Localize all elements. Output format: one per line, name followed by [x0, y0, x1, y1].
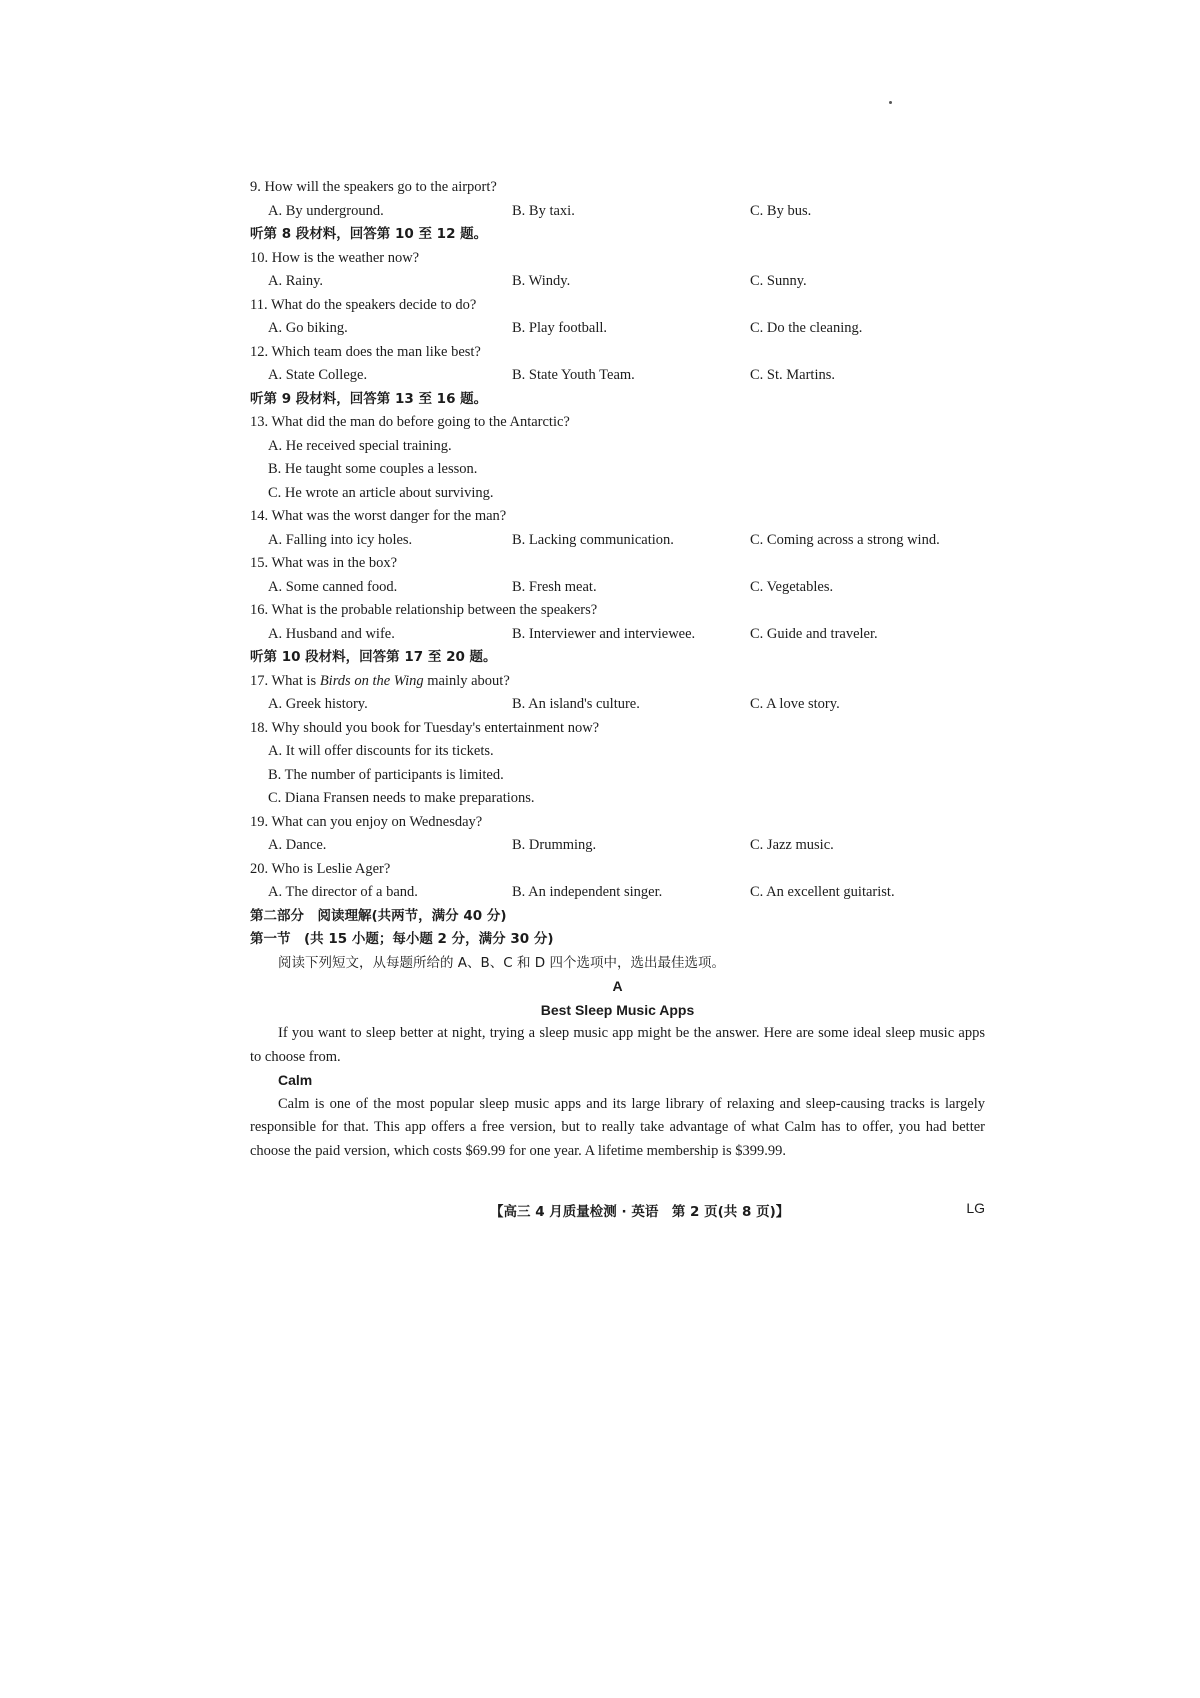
question-17-stem [250, 670, 985, 694]
option-c: C. By bus. [750, 202, 812, 219]
stem-title: Birds on the Wing [319, 672, 424, 689]
section-one-heading: 第一节 (共 15 小题；每小题 2 分，满分 30 分) [250, 931, 554, 947]
option-c: C. Jazz music. [750, 837, 834, 853]
question-17-options [250, 693, 985, 717]
question-16-stem: 16. What is the probable relationship between the speakers? [250, 602, 598, 618]
option-b: B. An island's culture. [512, 696, 640, 712]
option-b: B. Play football. [512, 320, 608, 336]
question-13-stem: 13. What did the man do before going to the Antarctic? [250, 414, 570, 430]
option-a: A. Greek history. [268, 696, 368, 712]
option-a: A. Dance. [268, 837, 327, 853]
footer-page-label: 【高三 4 月质量检测 · 英语 第 2 页(共 8 页)】 [490, 1204, 790, 1220]
option-c: C. St. Martins. [750, 367, 835, 383]
question-13-option-c: C. He wrote an article about surviving. [268, 484, 494, 501]
option-b: B. An independent singer. [512, 884, 663, 900]
question-14-stem: 14. What was the worst danger for the man? [250, 508, 507, 524]
instruction-section-9: 听第 9 段材料，回答第 13 至 16 题。 [250, 390, 488, 407]
option-a: A. Go biking. [268, 320, 348, 336]
question-15-stem: 15. What was in the box? [250, 555, 398, 571]
question-19-stem: 19. What can you enjoy on Wednesday? [250, 813, 483, 830]
option-b: B. State Youth Team. [512, 367, 635, 383]
passage-title: Best Sleep Music Apps [540, 1001, 695, 1018]
option-c: C. Vegetables. [750, 578, 834, 595]
option-a: A. By underground. [268, 202, 384, 219]
question-16-options [250, 623, 985, 647]
question-18-stem: 18. Why should you book for Tuesday's entertainment now? [250, 719, 600, 736]
option-b: B. By taxi. [512, 202, 575, 219]
option-b: B. Fresh meat. [512, 578, 597, 595]
stem-suffix: mainly about? [423, 672, 510, 689]
question-18-option-c: C. Diana Fransen needs to make preparations. [268, 790, 535, 806]
instruction-section-8: 听第 8 段材料，回答第 10 至 12 题。 [250, 226, 488, 242]
option-a: A. Husband and wife. [268, 625, 395, 642]
question-10-options [250, 270, 985, 294]
question-18-option-a: A. It will offer discounts for its tickets. [268, 743, 494, 759]
option-a: A. Some canned food. [268, 578, 398, 595]
question-18-option-b: B. The number of participants is limited. [268, 766, 504, 783]
page-footer [250, 1200, 985, 1224]
option-b: B. Windy. [512, 273, 571, 289]
reading-instruction: 阅读下列短文，从每题所给的 A、B、C 和 D 四个选项中，选出最佳选项。 [278, 954, 725, 971]
passage-letter: A [612, 978, 623, 994]
question-20-stem: 20. Who is Leslie Ager? [250, 860, 391, 877]
question-9-options [250, 200, 985, 224]
question-15-options [250, 576, 985, 600]
option-b: B. Lacking communication. [512, 531, 674, 548]
app-description-calm: Calm is one of the most popular sleep music apps and its large library of relaxing and sleep-causing tracks is largely responsible for that. This app offers a free version, but to really take advantage of what Calm has to offer, you had better choose the paid version, which costs $69.99 for one year. A lifetime membership is $399.99. [250, 1095, 985, 1159]
speck [889, 101, 892, 104]
option-a: A. Falling into icy holes. [268, 531, 413, 548]
question-14-options [250, 529, 985, 553]
exam-page [250, 176, 985, 1163]
question-13-option-b: B. He taught some couples a lesson. [268, 461, 478, 477]
question-10-stem: 10. How is the weather now? [250, 249, 420, 266]
footer-code: LG [966, 1200, 985, 1216]
stem-prefix: 17. What is [250, 672, 320, 689]
option-c: C. An excellent guitarist. [750, 884, 895, 900]
option-a: A. Rainy. [268, 273, 324, 289]
question-9-stem: 9. How will the speakers go to the airport? [250, 179, 497, 195]
question-11-stem: 11. What do the speakers decide to do? [250, 296, 477, 313]
option-c: C. Do the cleaning. [750, 320, 863, 336]
option-b: B. Interviewer and interviewee. [512, 625, 696, 642]
question-19-options [250, 834, 985, 858]
option-c: C. Guide and traveler. [750, 625, 878, 642]
question-12-options [250, 364, 985, 388]
instruction-section-10: 听第 10 段材料，回答第 17 至 20 题。 [250, 649, 497, 665]
option-b: B. Drumming. [512, 837, 597, 853]
part-two-heading: 第二部分 阅读理解(共两节，满分 40 分) [250, 907, 507, 924]
option-c: C. Coming across a strong wind. [750, 531, 940, 548]
question-12-stem: 12. Which team does the man like best? [250, 343, 481, 360]
option-a: A. The director of a band. [268, 884, 418, 900]
app-heading-calm: Calm [278, 1072, 313, 1088]
option-c: C. Sunny. [750, 273, 807, 289]
question-20-options [250, 881, 985, 905]
question-13-option-a: A. He received special training. [268, 437, 452, 454]
question-11-options [250, 317, 985, 341]
passage-intro: If you want to sleep better at night, trying a sleep music app might be the answer. Here are some ideal sleep music apps to choose from. [250, 1025, 985, 1065]
option-a: A. State College. [268, 367, 368, 383]
option-c: C. A love story. [750, 696, 840, 712]
